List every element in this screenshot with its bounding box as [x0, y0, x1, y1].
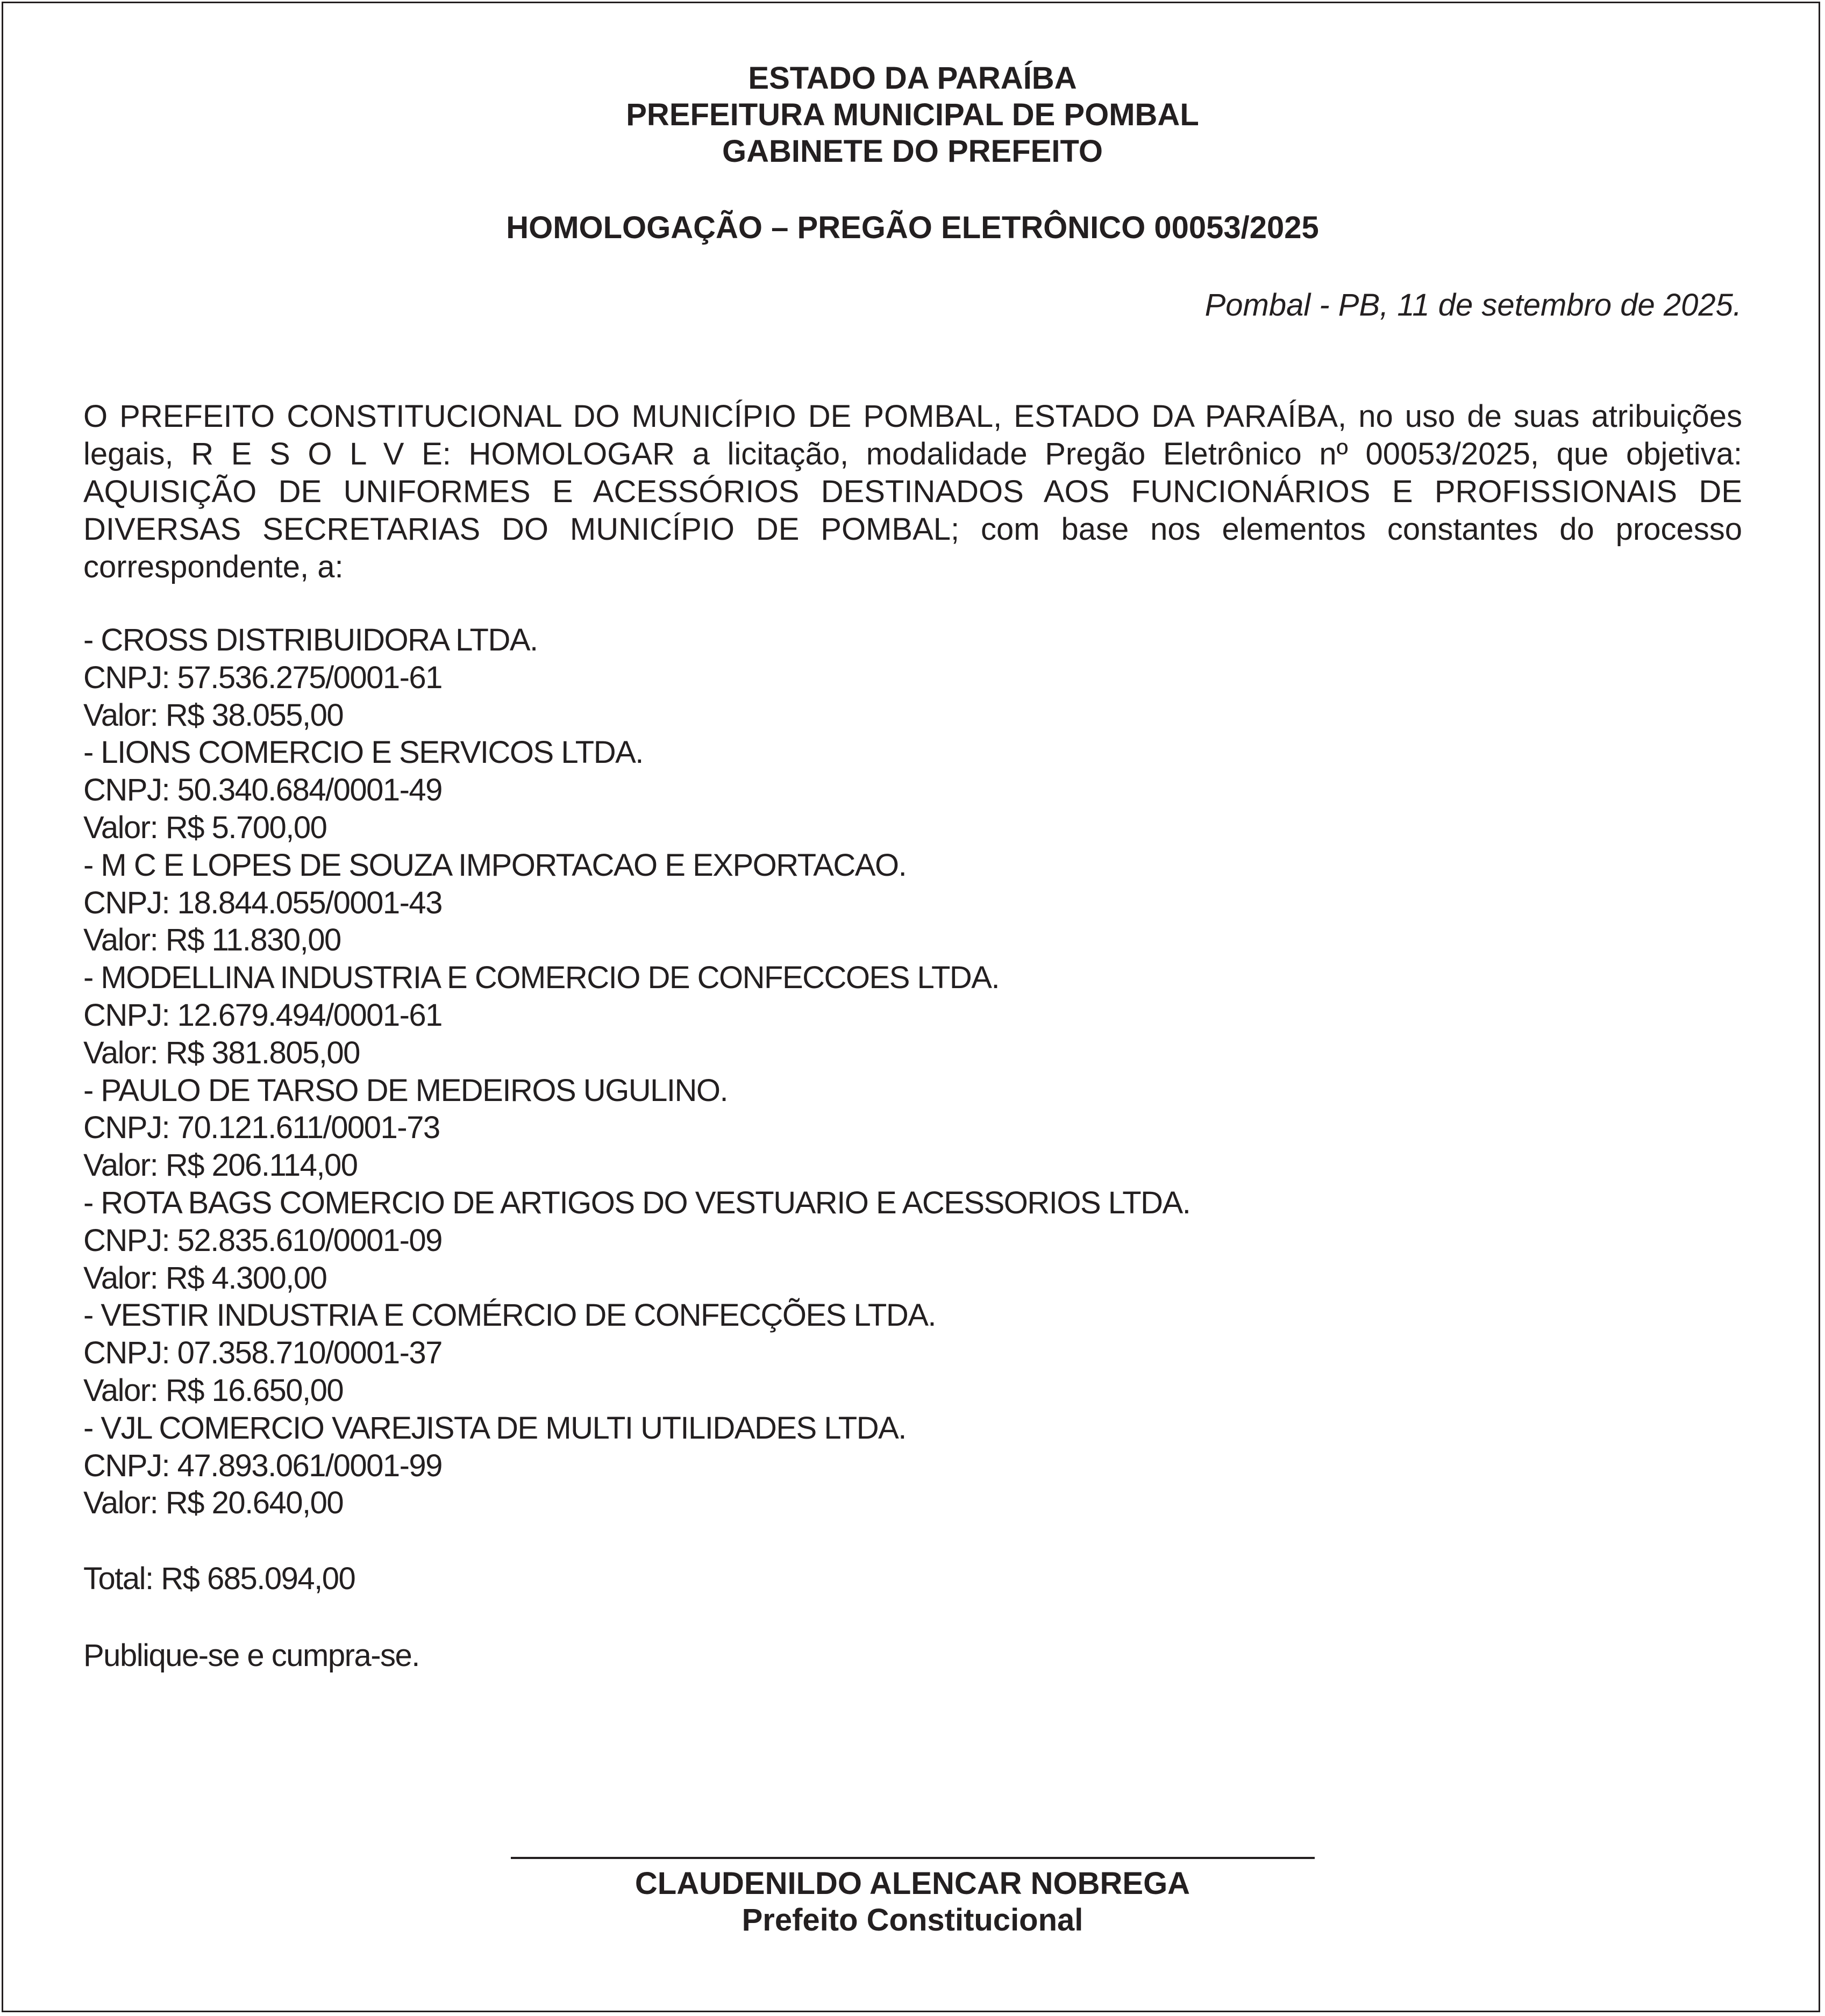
vendor-cnpj: CNPJ: 52.835.610/0001-09 [83, 1223, 442, 1258]
vendor-entry [83, 1184, 1742, 1297]
vendor-cnpj: CNPJ: 70.121.611/0001-73 [83, 1110, 440, 1146]
vendor-name: - PAULO DE TARSO DE MEDEIROS UGULINO. [83, 1073, 728, 1108]
header-office: GABINETE DO PREFEITO [722, 134, 1103, 169]
vendor-cnpj: CNPJ: 57.536.275/0001-61 [83, 660, 442, 695]
vendor-name: - ROTA BAGS COMERCIO DE ARTIGOS DO VESTUARIO E ACESSORIOS LTDA. [83, 1185, 1190, 1220]
vendor-entry [83, 959, 1742, 1071]
vendor-name: - MODELLINA INDUSTRIA E COMERCIO DE CONFECCOES LTDA. [83, 960, 1000, 996]
vendor-value: Valor: R$ 206.114,00 [83, 1148, 358, 1183]
vendor-value: Valor: R$ 11.830,00 [83, 923, 341, 958]
vendor-entry [83, 734, 1742, 846]
vendor-entry [83, 621, 1742, 734]
document-date: Pombal - PB, 11 de setembro de 2025. [1204, 288, 1742, 323]
total-value: Total: R$ 685.094,00 [83, 1561, 355, 1596]
vendor-entry [83, 1072, 1742, 1184]
vendor-entry [83, 1297, 1742, 1409]
signatory-role: Prefeito Constitucional [742, 1903, 1083, 1938]
resolution-paragraph: O PREFEITO CONSTITUCIONAL DO MUNICÍPIO DE POMBAL, ESTADO DA PARAÍBA, no uso de suas atribuições legais, R E S O L V E: HOMOLOGAR a licitação, modalidade Pregão Eletrônico nº 00053/2025, que objetiva: AQUISIÇÃO DE UNIFORMES E ACESSÓRIOS DESTINADOS AOS FUNCIONÁRIOS E PROFISSIONAIS DE DIVERSAS SECRETARIAS DO MUNICÍPIO DE POMBAL; com base nos elementos constantes do processo correspondente, a: [83, 399, 1742, 584]
vendor-name: - LIONS COMERCIO E SERVICOS LTDA. [83, 735, 643, 770]
vendor-value: Valor: R$ 4.300,00 [83, 1260, 327, 1296]
vendor-list [83, 621, 1742, 1522]
vendor-cnpj: CNPJ: 50.340.684/0001-49 [83, 773, 442, 808]
vendor-entry [83, 847, 1742, 959]
vendor-value: Valor: R$ 5.700,00 [83, 810, 327, 845]
header-prefecture: PREFEITURA MUNICIPAL DE POMBAL [626, 97, 1199, 132]
vendor-cnpj: CNPJ: 07.358.710/0001-37 [83, 1335, 442, 1371]
vendor-cnpj: CNPJ: 12.679.494/0001-61 [83, 997, 442, 1033]
vendor-value: Valor: R$ 16.650,00 [83, 1372, 344, 1408]
vendor-cnpj: CNPJ: 18.844.055/0001-43 [83, 885, 442, 920]
document-header [0, 60, 1825, 170]
closing-statement: Publique-se e cumpra-se. [83, 1638, 419, 1673]
signature-line [511, 1857, 1315, 1859]
vendor-name: - M C E LOPES DE SOUZA IMPORTACAO E EXPORTACAO. [83, 847, 907, 883]
vendor-name: - CROSS DISTRIBUIDORA LTDA. [83, 623, 538, 657]
vendor-cnpj: CNPJ: 47.893.061/0001-99 [83, 1448, 442, 1483]
vendor-name: - VJL COMERCIO VAREJISTA DE MULTI UTILIDADES LTDA. [83, 1410, 906, 1446]
vendor-entry [83, 1410, 1742, 1522]
vendor-name: - VESTIR INDUSTRIA E COMÉRCIO DE CONFECÇÕES LTDA. [83, 1298, 936, 1333]
vendor-value: Valor: R$ 38.055,00 [83, 697, 344, 733]
document-title: HOMOLOGAÇÃO – PREGÃO ELETRÔNICO 00053/2025 [506, 210, 1319, 245]
vendor-value: Valor: R$ 20.640,00 [83, 1485, 344, 1521]
signatory-name: CLAUDENILDO ALENCAR NOBREGA [635, 1866, 1190, 1901]
vendor-value: Valor: R$ 381.805,00 [83, 1035, 360, 1070]
header-state: ESTADO DA PARAÍBA [748, 61, 1077, 96]
